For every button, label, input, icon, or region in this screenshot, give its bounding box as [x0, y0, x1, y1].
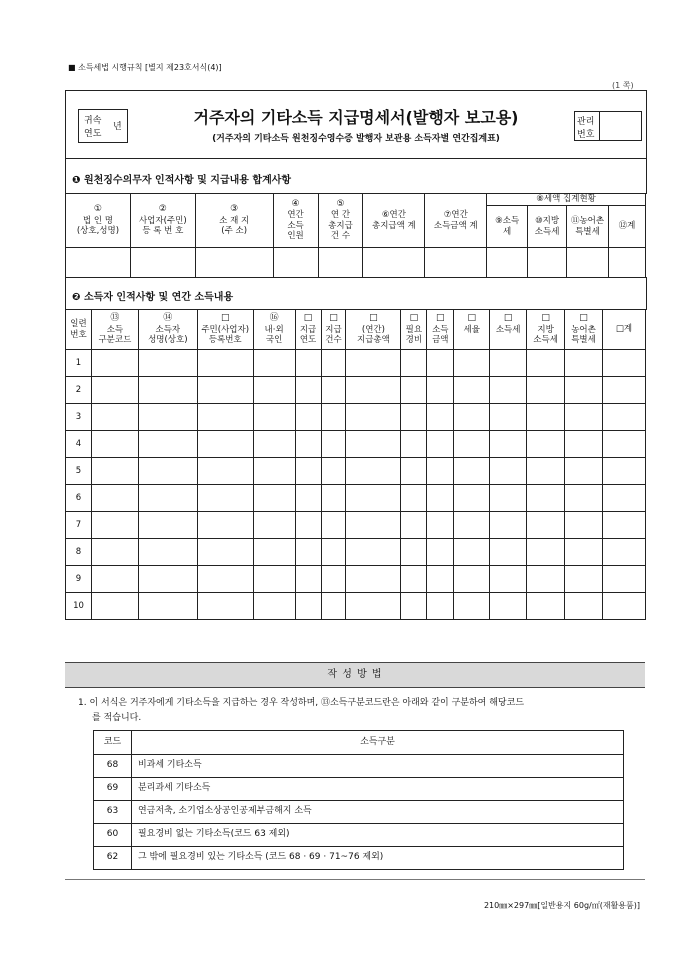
table-row [66, 404, 646, 431]
row-cell[interactable] [138, 485, 197, 512]
row-cell[interactable] [253, 404, 295, 431]
s2-body [66, 350, 646, 620]
row-cell[interactable] [527, 539, 565, 566]
row-cell[interactable] [295, 458, 321, 485]
row-number: 3 [66, 404, 92, 431]
row-cell[interactable] [197, 458, 253, 485]
page-number: (1 쪽) [612, 81, 634, 90]
s1-col-rural-tax: ⑪농어촌 특별세 [567, 206, 609, 248]
table-row [66, 458, 646, 485]
s2-col-rural-tax: □ 농어촌 특별세 [565, 310, 603, 350]
s2-col-reg-no: □ 주민(사업자) 등록번호 [197, 310, 253, 350]
row-cell[interactable] [427, 566, 454, 593]
row-cell[interactable] [346, 404, 401, 431]
row-cell[interactable] [490, 512, 527, 539]
row-cell[interactable] [602, 458, 645, 485]
row-cell[interactable] [253, 593, 295, 620]
row-cell[interactable] [454, 485, 490, 512]
row-cell[interactable] [602, 539, 645, 566]
row-number: 6 [66, 485, 92, 512]
row-cell[interactable] [346, 458, 401, 485]
row-cell[interactable] [91, 566, 138, 593]
row-cell[interactable] [91, 539, 138, 566]
row-cell[interactable] [602, 485, 645, 512]
mgmt-label-2: 번호 [577, 130, 595, 140]
code-description: 연금저축, 소기업소상공인공제부금해지 소득 [131, 801, 623, 824]
row-cell[interactable] [427, 377, 454, 404]
instructions-header [65, 662, 645, 688]
row-number: 9 [66, 566, 92, 593]
section2-table [65, 309, 646, 620]
row-cell[interactable] [490, 377, 527, 404]
s1-col-count: ⑤ 연 간 총지급 건 수 [318, 194, 363, 248]
mgmt-number-box [574, 111, 642, 141]
row-cell[interactable] [138, 404, 197, 431]
row-cell[interactable] [138, 431, 197, 458]
year-suffix: 년 [113, 122, 122, 132]
row-cell[interactable] [138, 377, 197, 404]
row-cell[interactable] [602, 512, 645, 539]
code-description: 그 밖에 필요경비 있는 기타소득 (코드 68 · 69 · 71~76 제외) [131, 847, 623, 870]
row-cell[interactable] [321, 539, 346, 566]
row-cell[interactable] [91, 404, 138, 431]
code-row [94, 801, 624, 824]
row-cell[interactable] [565, 485, 603, 512]
row-cell[interactable] [490, 485, 527, 512]
row-cell[interactable] [197, 431, 253, 458]
s2-col-rate: □ 세율 [454, 310, 490, 350]
row-cell[interactable] [602, 593, 645, 620]
table-row [66, 350, 646, 377]
s1-cell[interactable] [425, 248, 487, 278]
s1-col-local-tax: ⑩지방 소득세 [528, 206, 567, 248]
row-number: 7 [66, 512, 92, 539]
row-cell[interactable] [527, 485, 565, 512]
row-cell[interactable] [527, 350, 565, 377]
s2-col-serial: 일련 번호 [66, 310, 92, 350]
row-cell[interactable] [454, 350, 490, 377]
row-cell[interactable] [401, 512, 427, 539]
desc-header: 소득구분 [131, 731, 623, 755]
row-cell[interactable] [197, 539, 253, 566]
row-cell[interactable] [401, 458, 427, 485]
row-cell[interactable] [427, 593, 454, 620]
row-cell[interactable] [454, 593, 490, 620]
row-cell[interactable] [565, 350, 603, 377]
row-cell[interactable] [321, 566, 346, 593]
s1-cell[interactable] [567, 248, 609, 278]
row-cell[interactable] [565, 431, 603, 458]
form-header-note: ■ 소득세법 시행규칙 [별지 제23호서식(4)] [68, 63, 222, 72]
row-cell[interactable] [346, 431, 401, 458]
row-cell[interactable] [91, 458, 138, 485]
code-description: 분리과세 기타소득 [131, 778, 623, 801]
s1-col-reg-no: ② 사업자(주민) 등 록 번 호 [130, 194, 195, 248]
row-cell[interactable] [253, 512, 295, 539]
row-cell[interactable] [454, 512, 490, 539]
row-cell[interactable] [427, 539, 454, 566]
row-cell[interactable] [454, 377, 490, 404]
row-cell[interactable] [565, 458, 603, 485]
row-cell[interactable] [321, 404, 346, 431]
row-cell[interactable] [565, 539, 603, 566]
row-cell[interactable] [527, 593, 565, 620]
row-cell[interactable] [346, 377, 401, 404]
row-cell[interactable] [527, 512, 565, 539]
row-number: 4 [66, 431, 92, 458]
s1-cell[interactable] [363, 248, 425, 278]
s1-cell[interactable] [66, 248, 131, 278]
row-cell[interactable] [565, 566, 603, 593]
s1-col-income-tax: ⑨소득 세 [487, 206, 528, 248]
s1-col-sum: ⑫계 [608, 206, 645, 248]
s2-col-resident: ⑯ 내·외 국인 [253, 310, 295, 350]
row-cell[interactable] [527, 431, 565, 458]
instruction-item-1-cont: 를 적습니다. [92, 713, 142, 723]
s1-cell[interactable] [318, 248, 363, 278]
s1-cell[interactable] [608, 248, 645, 278]
row-cell[interactable] [401, 593, 427, 620]
row-number: 8 [66, 539, 92, 566]
row-cell[interactable] [295, 593, 321, 620]
table-row [66, 566, 646, 593]
s2-col-expense: □ 필요 경비 [401, 310, 427, 350]
row-cell[interactable] [253, 539, 295, 566]
row-cell[interactable] [602, 377, 645, 404]
row-cell[interactable] [427, 458, 454, 485]
row-cell[interactable] [427, 512, 454, 539]
row-cell[interactable] [253, 485, 295, 512]
row-number: 10 [66, 593, 92, 620]
row-cell[interactable] [346, 350, 401, 377]
row-cell[interactable] [565, 377, 603, 404]
row-cell[interactable] [401, 404, 427, 431]
row-cell[interactable] [401, 377, 427, 404]
row-cell[interactable] [401, 566, 427, 593]
row-cell[interactable] [346, 593, 401, 620]
row-cell[interactable] [138, 539, 197, 566]
year-label: 귀속 [84, 116, 102, 126]
row-cell[interactable] [346, 485, 401, 512]
s1-col-address: ③ 소 재 지 (주 소) [195, 194, 273, 248]
form-subtitle: (거주자의 기타소득 원천징수영수증 발행자 보관용 소득자별 연간집계표) [212, 134, 500, 144]
row-cell[interactable] [253, 377, 295, 404]
code-value: 60 [94, 824, 132, 847]
s2-col-local-tax: □ 지방 소득세 [527, 310, 565, 350]
row-cell[interactable] [321, 512, 346, 539]
s2-col-income: □ 소득 금액 [427, 310, 454, 350]
row-cell[interactable] [253, 566, 295, 593]
row-cell[interactable] [197, 485, 253, 512]
code-table [93, 730, 624, 870]
section2-title: ❷ 소득자 인적사항 및 연간 소득내용 [72, 292, 234, 303]
section1-table [65, 193, 646, 278]
row-cell[interactable] [490, 566, 527, 593]
row-cell[interactable] [602, 350, 645, 377]
code-body [94, 755, 624, 870]
row-cell[interactable] [295, 404, 321, 431]
code-value: 62 [94, 847, 132, 870]
code-value: 68 [94, 755, 132, 778]
code-row [94, 824, 624, 847]
row-cell[interactable] [295, 431, 321, 458]
row-cell[interactable] [138, 458, 197, 485]
row-cell[interactable] [253, 458, 295, 485]
s1-cell[interactable] [195, 248, 273, 278]
row-cell[interactable] [490, 593, 527, 620]
row-cell[interactable] [197, 404, 253, 431]
row-cell[interactable] [602, 431, 645, 458]
paper-spec: 210㎜×297㎜[일반용지 60g/㎡(재활용품)] [483, 901, 640, 910]
row-cell[interactable] [91, 593, 138, 620]
row-cell[interactable] [527, 566, 565, 593]
mgmt-label: 관리 [577, 117, 595, 127]
row-cell[interactable] [527, 458, 565, 485]
row-cell[interactable] [295, 566, 321, 593]
row-cell[interactable] [197, 512, 253, 539]
s1-cell[interactable] [273, 248, 318, 278]
row-cell[interactable] [295, 485, 321, 512]
row-cell[interactable] [490, 431, 527, 458]
s2-col-pay-year: □ 지급 연도 [295, 310, 321, 350]
row-cell[interactable] [565, 512, 603, 539]
row-cell[interactable] [91, 512, 138, 539]
row-cell[interactable] [427, 485, 454, 512]
row-cell[interactable] [527, 377, 565, 404]
s1-tax-group-header: ⑧세액 집계현황 [487, 194, 646, 206]
code-value: 69 [94, 778, 132, 801]
row-cell[interactable] [401, 539, 427, 566]
table-row [66, 485, 646, 512]
s1-cell[interactable] [487, 248, 528, 278]
s2-col-sum: □계 [602, 310, 645, 350]
row-cell[interactable] [602, 404, 645, 431]
code-row [94, 755, 624, 778]
row-cell[interactable] [197, 350, 253, 377]
s2-col-pay-count: □ 지급 건수 [321, 310, 346, 350]
row-cell[interactable] [295, 350, 321, 377]
row-cell[interactable] [427, 431, 454, 458]
instruction-item-1: 1. 이 서식은 거주자에게 기타소득을 지급하는 경우 작성하며, ⑬소득구분코드란은 아래와 같이 구분하여 해당코드 [78, 698, 525, 708]
row-cell[interactable] [295, 512, 321, 539]
table-row [66, 512, 646, 539]
row-cell[interactable] [91, 377, 138, 404]
row-cell[interactable] [401, 350, 427, 377]
row-cell[interactable] [91, 431, 138, 458]
row-number: 5 [66, 458, 92, 485]
row-cell[interactable] [565, 593, 603, 620]
s2-header-row [66, 310, 646, 350]
row-cell[interactable] [454, 458, 490, 485]
row-cell[interactable] [454, 431, 490, 458]
row-cell[interactable] [321, 485, 346, 512]
row-cell[interactable] [295, 377, 321, 404]
row-cell[interactable] [490, 458, 527, 485]
row-cell[interactable] [138, 566, 197, 593]
code-header: 코드 [94, 731, 132, 755]
row-cell[interactable] [427, 350, 454, 377]
row-cell[interactable] [138, 593, 197, 620]
row-cell[interactable] [197, 593, 253, 620]
row-cell[interactable] [295, 539, 321, 566]
s1-col-total-income: ⑦연간 소득금액 계 [425, 194, 487, 248]
row-cell[interactable] [253, 431, 295, 458]
s1-col-corp-name: ① 법 인 명 (상호,성명) [66, 194, 131, 248]
section1-title: ❶ 원천징수의무자 인적사항 및 지급내용 합계사항 [72, 175, 292, 186]
row-cell[interactable] [401, 431, 427, 458]
code-description: 비과세 기타소득 [131, 755, 623, 778]
row-number: 2 [66, 377, 92, 404]
table-row [66, 539, 646, 566]
row-cell[interactable] [321, 458, 346, 485]
s1-col-persons: ④ 연간 소득 인원 [273, 194, 318, 248]
row-cell[interactable] [346, 539, 401, 566]
row-cell[interactable] [565, 404, 603, 431]
row-cell[interactable] [321, 377, 346, 404]
s2-col-total-paid: □ (연간) 지급총액 [346, 310, 401, 350]
row-cell[interactable] [253, 350, 295, 377]
row-cell[interactable] [490, 539, 527, 566]
table-row [66, 593, 646, 620]
s1-col-total-paid: ⑥연간 총지급액 계 [363, 194, 425, 248]
table-row [66, 431, 646, 458]
row-cell[interactable] [527, 404, 565, 431]
instructions-title: 작 성 방 법 [327, 669, 383, 680]
row-cell[interactable] [197, 377, 253, 404]
row-cell[interactable] [490, 404, 527, 431]
s1-cell[interactable] [528, 248, 567, 278]
code-description: 필요경비 없는 기타소득(코드 63 제외) [131, 824, 623, 847]
code-row [94, 778, 624, 801]
row-cell[interactable] [454, 566, 490, 593]
s2-col-code: ⑬ 소득 구분코드 [91, 310, 138, 350]
row-cell[interactable] [454, 539, 490, 566]
row-cell[interactable] [321, 350, 346, 377]
row-cell[interactable] [454, 404, 490, 431]
row-cell[interactable] [346, 566, 401, 593]
row-cell[interactable] [197, 566, 253, 593]
year-label-2: 연도 [84, 129, 102, 139]
row-cell[interactable] [138, 350, 197, 377]
footer-divider [65, 879, 645, 880]
form-title: 거주자의 기타소득 지급명세서(발행자 보고용) [193, 108, 519, 127]
row-cell[interactable] [321, 593, 346, 620]
table-row [66, 377, 646, 404]
title-box [65, 90, 647, 159]
code-row [94, 847, 624, 870]
s2-col-name: ⑭ 소득자 성명(상호) [138, 310, 197, 350]
row-cell[interactable] [602, 566, 645, 593]
row-cell[interactable] [346, 512, 401, 539]
row-cell[interactable] [91, 485, 138, 512]
row-cell[interactable] [490, 350, 527, 377]
row-cell[interactable] [427, 404, 454, 431]
row-number: 1 [66, 350, 92, 377]
row-cell[interactable] [401, 485, 427, 512]
row-cell[interactable] [138, 512, 197, 539]
row-cell[interactable] [321, 431, 346, 458]
row-cell[interactable] [91, 350, 138, 377]
s1-cell[interactable] [130, 248, 195, 278]
s2-col-income-tax: □ 소득세 [490, 310, 527, 350]
code-value: 63 [94, 801, 132, 824]
